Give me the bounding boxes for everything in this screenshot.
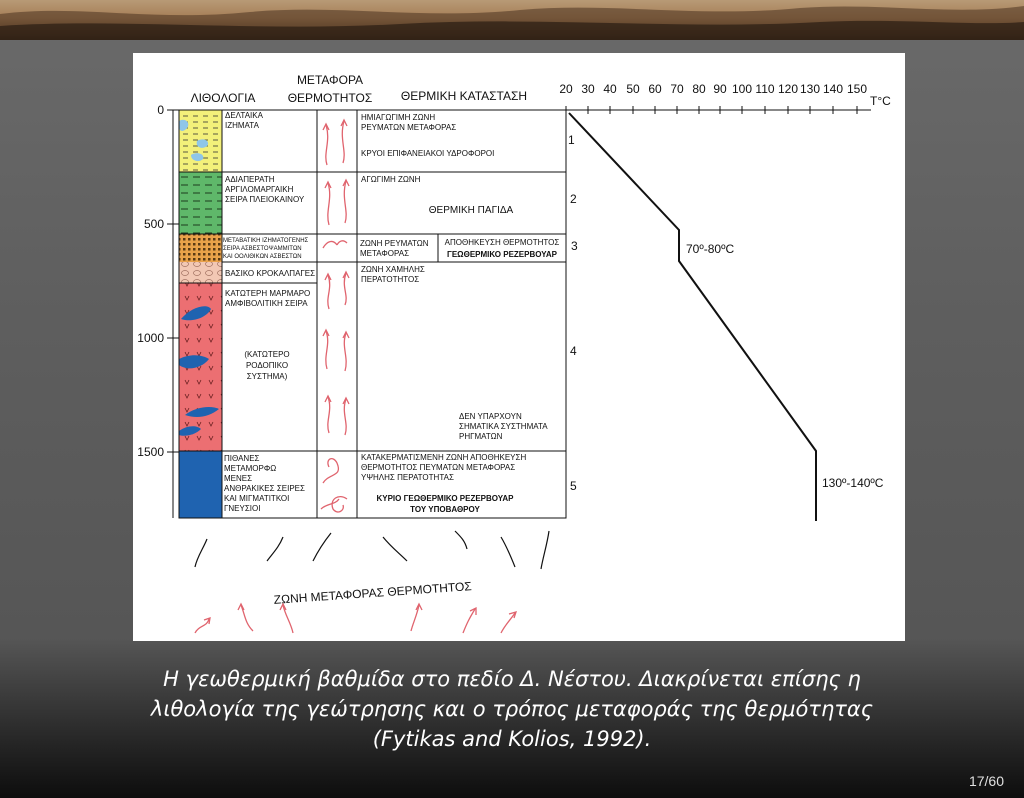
zone-note: ΚΡΥΟΙ ΕΠΙΦΑΝΕΙΑΚΟΙ ΥΔΡΟΦΟΡΟΙ [361,149,495,158]
convection-zone-label: ΖΩΝΗ ΜΕΤΑΦΟΡΑΣ ΘΕΡΜΟΤΗΤΟΣ [273,579,473,607]
geothermal-figure-svg [133,53,905,641]
depth-tick-label: 0 [157,103,164,117]
landscape-banner-image [0,0,1024,40]
layer-label: ΚΑΙ ΜΙΓΜΑΤΙΤΚΟΙ [224,494,290,503]
layer-label: ΒΑΣΙΚΟ ΚΡΟΚΑΛΠΑΓΕΣ [225,269,316,278]
layer-label: ΣΕΙΡΑ ΑΣΒΕΣΤΟΨΑΜΜΙΤΩΝ [223,246,302,252]
zone-numbers [568,133,578,493]
layer-label: ΔΕΛΤΑΙΚΑ [225,111,263,120]
zone-note: ΑΠΟΘΗΚΕΥΣΗ ΘΕΡΜΟΤΗΤΟΣ [444,238,560,247]
temperature-unit-label: T°C [870,94,891,108]
zone-number: 1 [568,133,575,147]
zone-note: ΥΨΗΛΗΣ ΠΕΡΑΤΟΤΗΤΑΣ [361,473,454,482]
zone-number: 5 [570,479,577,493]
temperature-tick-label: 90 [713,82,727,96]
basement-reservoir-label: ΚΥΡΙΟ ΓΕΩΘΕΡΜΙΚΟ ΡΕΖΕΡΒΟΥΑΡ [376,494,514,503]
caption-line: (Fytikas and Kolios, 1992). [372,727,652,751]
temperature-tick-label: 30 [581,82,595,96]
layer-label: ΚΑΙ ΟΟΛΙΘΙΚΩΝ ΑΣΒΕΣΤΩΝ [223,254,302,260]
zone-note: ΠΕΡΑΤΟΤΗΤΟΣ [361,275,420,284]
zone-note: ΣΗΜΑΤΙΚΑ ΣΥΣΤΗΜΑΤΑ [459,422,548,431]
temperature-label-bottom: 130º-140ºC [822,476,884,490]
depth-tick-label: 500 [143,217,164,231]
heat-transfer-header-line2: ΘΕΡΜΟΤΗΤΟΣ [287,91,373,105]
temperature-tick-label: 80 [692,82,706,96]
layer-label: ΑΝΘΡΑΚΙΚΕΣ ΣΕΙΡΕΣ [224,484,305,493]
zone-number: 2 [570,192,577,206]
zone-note: ΘΕΡΜΟΤΗΤΟΣ ΠΕΥΜΑΤΩΝ ΜΕΤΑΦΟΡΑΣ [361,463,516,472]
rhodope-note: ΡΟΔΟΠΙΚΟ [245,361,289,370]
temperature-tick-label: 60 [648,82,662,96]
zone-number: 4 [570,344,577,358]
temperature-label-mid: 70º-80ºC [686,242,735,256]
layer-metamorphic-basement [179,451,222,518]
temperature-tick-label: 20 [559,82,573,96]
convection-zone-lines [195,531,549,569]
rhodope-note: ΣΥΣΤΗΜΑ) [246,372,288,381]
zone-note: ΜΕΤΑΦΟΡΑΣ [360,249,410,258]
layer-label: ΑΡΓΙΛΟΜΑΡΓΑΙΚΗ [225,185,294,194]
rhodope-note: (ΚΑΤΩΤΕΡΟ [244,350,290,359]
layer-label: ΙΖΗΜΑΤΑ [225,121,259,130]
zone-note: ΗΜΙΑΓΩΓΙΜΗ ΖΩΝΗ [361,113,436,122]
temperature-tick-label: 100 [731,82,753,96]
temperature-tick-label: 70 [670,82,684,96]
depth-tick-label: 1500 [137,445,164,459]
temperature-tick-label: 120 [777,82,799,96]
thermal-state-header: ΘΕΡΜΙΚΗ ΚΑΤΑΣΤΑΣΗ [400,89,528,103]
layer-label: ΑΔΙΑΠΕΡΑΤΗ [225,175,275,184]
slide-caption [110,664,914,754]
zone-note: ΖΩΝΗ ΡΕΥΜΑΤΩΝ [360,239,429,248]
layer-label: ΓΝΕΥΣΙΟΙ [224,504,261,513]
caption-line: Η γεωθερμική βαθμίδα στο πεδίο Δ. Νέστου. Διακρίνεται επίσης η [163,667,861,691]
heat-transfer-arrows [321,120,349,512]
thermal-state-notes [360,113,559,514]
lithology-descriptions [223,111,315,513]
lithology-column [179,110,222,518]
zone-note: ΚΑΤΑΚΕΡΜΑΤΙΣΜΕΝΗ ΖΩΝΗ ΑΠΟΘΗΚΕΥΣΗ [361,453,527,462]
depth-tick-label: 1000 [137,331,164,345]
lithology-header: ΛΙΘΟΛΟΓΙΑ [190,91,256,105]
convection-arrows [195,604,516,633]
slide-header-banner [0,0,1024,40]
layer-label: ΜΕΤΑΒΑΤΙΚΗ ΙΖΗΜΑΤΟΓΕΝΗΣ [223,238,309,244]
zone-number: 3 [571,239,578,253]
layer-label: ΠΙΘΑΝΕΣ [224,454,260,463]
layer-label: ΜΕΤΑΜΟΡΦΩ [224,464,277,473]
temperature-tick-label: 150 [846,82,868,96]
layer-label: ΣΕΙΡΑ ΠΛΕΙΟΚΑΙΝΟΥ [225,195,305,204]
layer-clay-marl-series [179,172,222,234]
caption-line: λιθολογία της γεώτρησης και ο τρόπος μεταφοράς της θερμότητας [150,697,874,721]
temperature-tick-label: 110 [755,82,775,96]
heat-transfer-header-line1: ΜΕΤΑΦΟΡΑ [296,73,364,87]
layer-basal-conglomerate [179,262,222,283]
zone-note: ΔΕΝ ΥΠΑΡΧΟΥΝ [459,412,522,421]
geothermal-gradient-line [569,113,816,521]
temperature-tick-label: 50 [626,82,640,96]
zone-note: ΡΗΓΜΑΤΩΝ [459,432,503,441]
temperature-tick-label: 130 [799,82,821,96]
geothermal-figure [133,53,905,641]
depth-axis [137,103,179,518]
temperature-axis [559,82,891,114]
zone-note: ΡΕΥΜΑΤΩΝ ΜΕΤΑΦΟΡΑΣ [361,123,457,132]
basement-reservoir-label: ΤΟΥ ΥΠΟΒΑΘΡΟΥ [410,505,480,514]
geothermal-reservoir-label: ΓΕΩΘΕΡΜΙΚΟ ΡΕΖΕΡΒΟΥΑΡ [447,250,557,259]
layer-transitional-series [179,234,222,262]
layer-label: ΜΕΝΕΣ [224,474,253,483]
thermal-trap-label: ΘΕΡΜΙΚΗ ΠΑΓΙΔΑ [428,205,514,216]
page-number: 17/60 [968,773,1004,789]
temperature-tick-label: 40 [603,82,617,96]
layer-label: ΚΑΤΩΤΕΡΗ ΜΑΡΜΑΡΟ [225,289,311,298]
zone-note: ΖΩΝΗ ΧΑΜΗΛΗΣ [361,265,425,274]
layer-label: ΑΜΦΙΒΟΛΙΤΙΚΗ ΣΕΙΡΑ [225,299,308,308]
temperature-tick-label: 140 [822,82,844,96]
zone-note: ΑΓΩΓΙΜΗ ΖΩΝΗ [361,175,421,184]
